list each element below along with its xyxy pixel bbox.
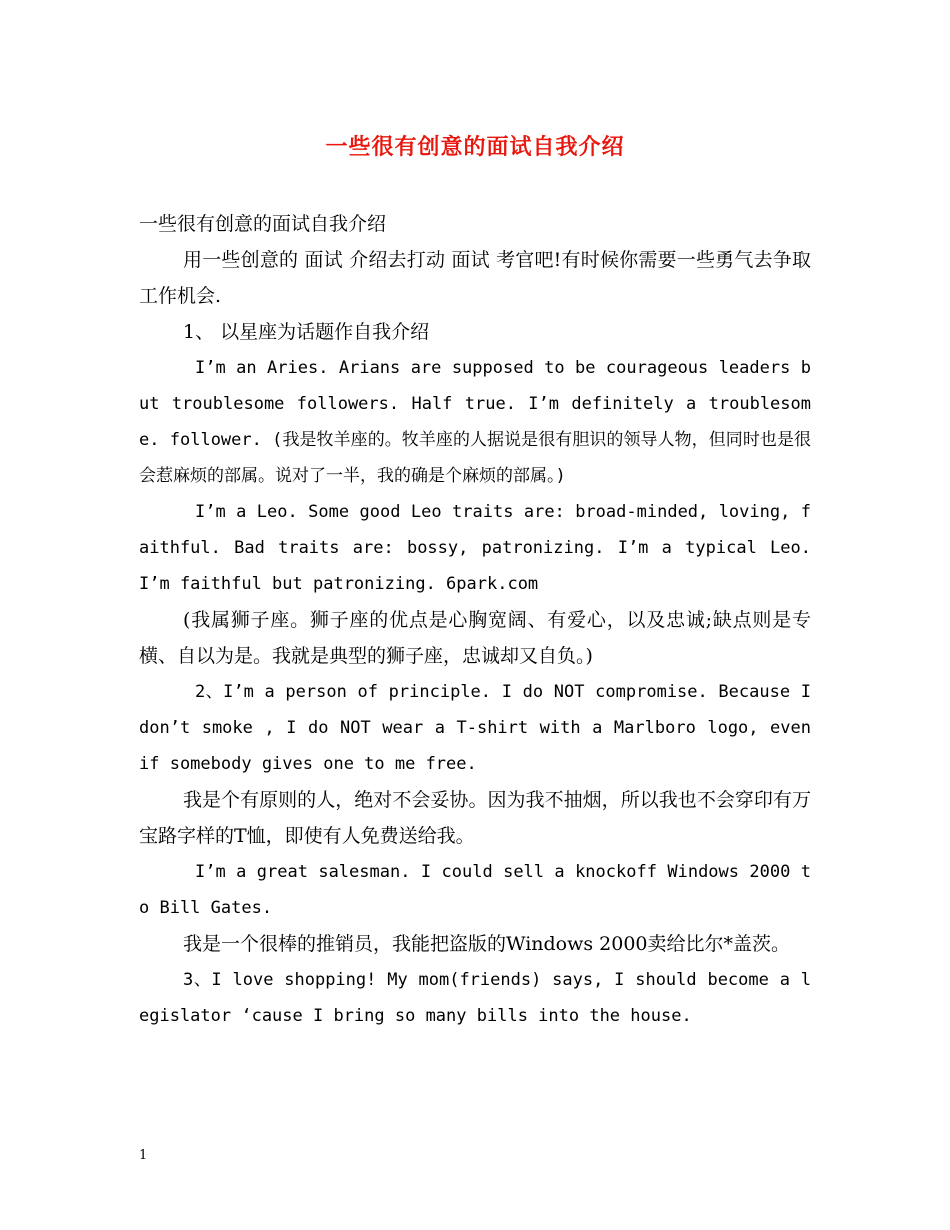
document-title: 一些很有创意的面试自我介绍 xyxy=(325,134,625,160)
principle-translation: 我是个有原则的人，绝对不会妥协。因为我不抽烟，所以我也不会穿印有万宝路字样的T恤，即使有人免费送给我。 xyxy=(139,789,811,847)
shopping-paragraph: 3、I love shopping! My mom(friends) says, I should become a legislator ‘cause I bring so many bills into the house. xyxy=(139,970,811,1026)
page-number: 1 xyxy=(139,1148,148,1163)
salesman-paragraph: I’m a great salesman. I could sell a knockoff Windows 2000 to Bill Gates. xyxy=(139,862,811,918)
numbered-heading-1: 1、 以星座为话题作自我介绍 xyxy=(183,321,430,343)
leo-paragraph: I’m a Leo. Some good Leo traits are: broad-minded, loving, faithful. Bad traits are: bossy, patronizing. I’m a typical Leo. I’m faithful but patronizing. 6park.com xyxy=(139,502,811,594)
salesman-translation: 我是一个很棒的推销员，我能把盗版的Windows 2000卖给比尔*盖茨。 xyxy=(183,933,791,955)
document-body xyxy=(139,206,811,1034)
leo-translation: (我属狮子座。狮子座的优点是心胸宽阔、有爱心，以及忠诚;缺点则是专横、自以为是。我就是典型的狮子座，忠诚却又自负。) xyxy=(139,609,811,667)
section-heading: 一些很有创意的面试自我介绍 xyxy=(139,213,387,235)
aries-paragraph: I’m an Aries. Arians are supposed to be courageous leaders but troublesome followers. Half true. I’m definitely a troublesome. follower. (我是牧羊座的。牧羊座的人据说是很有胆识的领导人物，但同时也是很会惹麻烦的部属。说对了一半，我的确是个麻烦的部属。) xyxy=(139,358,811,486)
intro-paragraph: 用一些创意的 面试 介绍去打动 面试 考官吧!有时候你需要一些勇气去争取工作机会. xyxy=(139,249,811,307)
principle-paragraph: 2、I’m a person of principle. I do NOT compromise. Because I don’t smoke , I do NOT wear a T-shirt with a Marlboro logo, even if somebody gives one to me free. xyxy=(139,682,811,774)
